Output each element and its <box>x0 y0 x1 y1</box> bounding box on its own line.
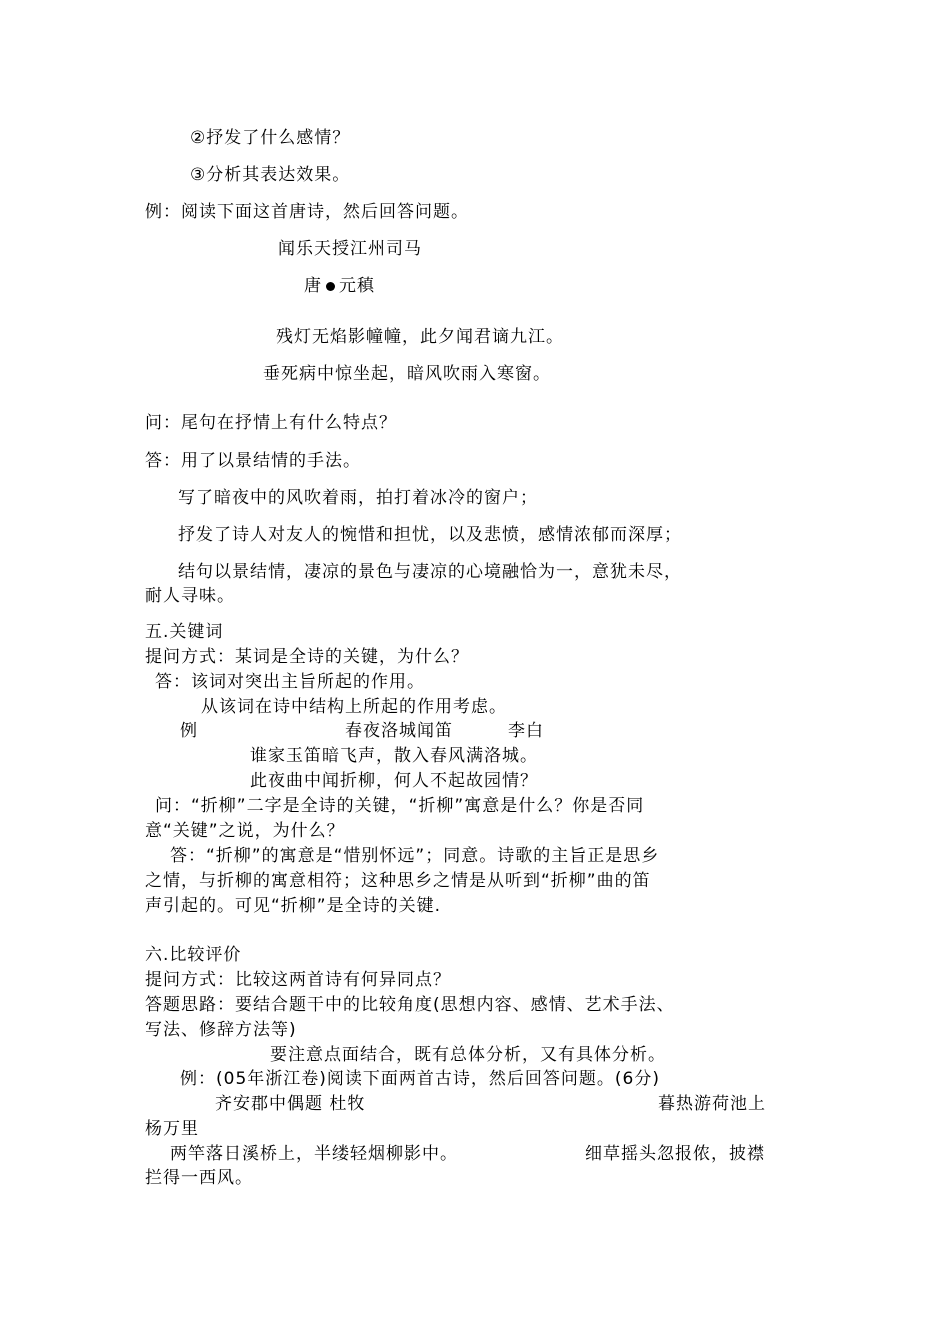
poem-b-line-cont: 拦得一西风。 <box>145 1168 253 1188</box>
bullet-dot <box>326 282 335 291</box>
question-1: 问：尾句在抒情上有什么特点？ <box>145 413 397 433</box>
poem-b-title: 暮热游荷池上 <box>658 1094 766 1114</box>
section-6-approach-2: 要注意点面结合，既有总体分析，又有具体分析。 <box>270 1045 666 1065</box>
question-2: 问：“折柳”二字是全诗的关键，“折柳”寓意是什么？你是否同 <box>155 796 645 816</box>
section-6-approach-cont: 写法、修辞方法等) <box>145 1020 297 1040</box>
example-poem-author: 李白 <box>508 721 544 741</box>
section-6-heading: 六.比较评价 <box>145 945 242 965</box>
poem-b-author: 杨万里 <box>145 1119 199 1139</box>
line-3: 例：阅读下面这首唐诗，然后回答问题。 <box>145 202 469 222</box>
section-6-approach: 答题思路：要结合题干中的比较角度(思想内容、感情、艺术手法、 <box>145 995 675 1015</box>
answer-line-1: 写了暗夜中的风吹着雨，拍打着冰冷的窗户； <box>178 488 538 508</box>
section-5-heading: 五.关键词 <box>145 622 224 642</box>
line-1: ②抒发了什么感情？ <box>190 128 351 148</box>
answer-2: 答：“折柳”的寓意是“惜别怀远”；同意。诗歌的主旨正是思乡 <box>170 846 660 866</box>
line-2: ③分析其表达效果。 <box>190 165 351 185</box>
answer-line-2: 抒发了诗人对友人的惋惜和担忧，以及悲愤，感情浓郁而深厚； <box>178 525 682 545</box>
poem-a-title: 齐安郡中偶题 杜牧 <box>215 1094 366 1114</box>
section-6-example: 例：(05年浙江卷)阅读下面两首古诗，然后回答问题。(6分) <box>180 1069 660 1089</box>
dynasty: 唐 <box>304 276 322 296</box>
section-5-question: 提问方式：某词是全诗的关键，为什么？ <box>145 647 469 667</box>
answer-1: 答：用了以景结情的手法。 <box>145 451 361 471</box>
question-2-cont: 意“关键”之说，为什么？ <box>145 821 345 841</box>
section-5-answer: 答：该词对突出主旨所起的作用。 <box>155 672 425 692</box>
poem-line-1: 残灯无焰影幢幢，此夕闻君谪九江。 <box>276 327 564 347</box>
example-poem-line-2: 此夜曲中闻折柳，何人不起故园情？ <box>250 771 538 791</box>
poem-line-2: 垂死病中惊坐起，暗风吹雨入寒窗。 <box>263 364 551 384</box>
answer-line-4: 耐人寻味。 <box>145 586 235 606</box>
poem-author <box>304 275 375 297</box>
example-poem-title: 春夜洛城闻笛 <box>345 721 453 741</box>
section-5-answer-2: 从该词在诗中结构上所起的作用考虑。 <box>201 697 507 717</box>
poem-a-line: 两竿落日溪桥上，半缕轻烟柳影中。 <box>170 1144 458 1164</box>
answer-2-cont-1: 之情，与折柳的寓意相符；这种思乡之情是从听到“折柳”曲的笛 <box>145 871 651 891</box>
poem-b-line: 细草摇头忽报侬，披襟 <box>585 1144 765 1164</box>
example-poem-line-1: 谁家玉笛暗飞声，散入春风满洛城。 <box>250 746 538 766</box>
answer-2-cont-2: 声引起的。可见“折柳”是全诗的关键. <box>145 896 442 916</box>
poem-title: 闻乐天授江州司马 <box>278 239 422 259</box>
author-name: 元稹 <box>339 276 375 296</box>
example-label: 例 <box>180 721 198 741</box>
section-6-question: 提问方式：比较这两首诗有何异同点？ <box>145 970 451 990</box>
answer-line-3: 结句以景结情，凄凉的景色与凄凉的心境融恰为一，意犹未尽， <box>178 562 682 582</box>
